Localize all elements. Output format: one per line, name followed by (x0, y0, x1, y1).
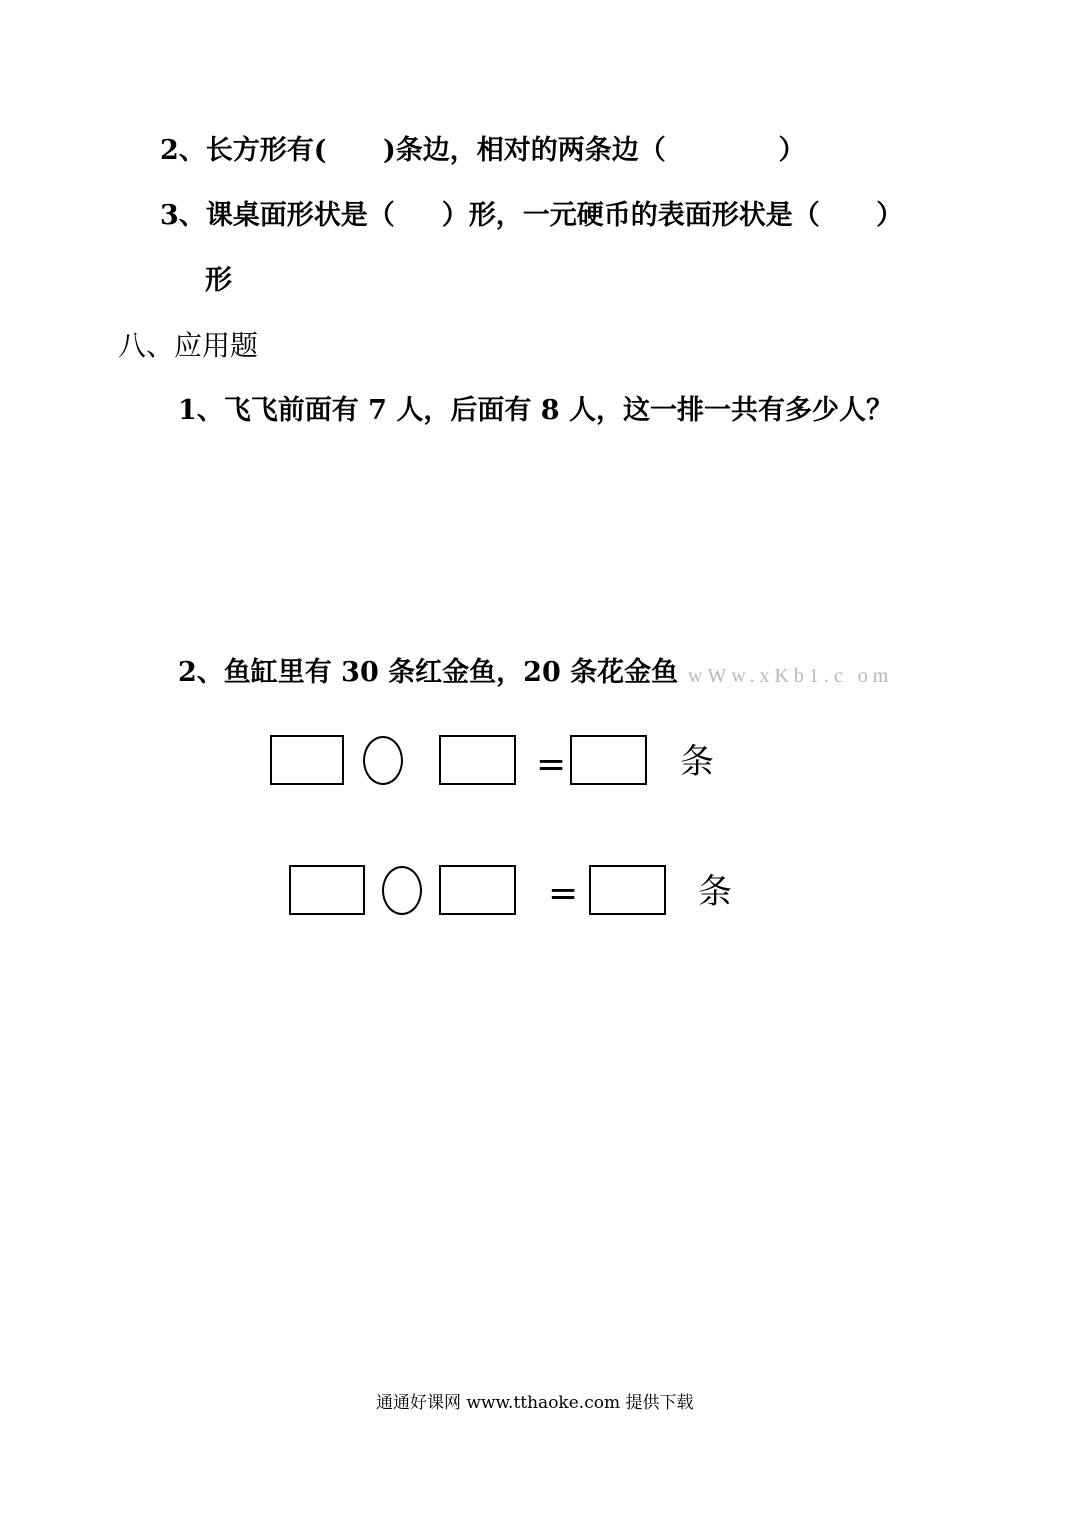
question-2: 2、长方形有( )条边，相对的两条边（ ） (160, 135, 806, 166)
answer-box[interactable] (589, 865, 666, 915)
unit-label: 条 (698, 872, 732, 912)
answer-box[interactable] (570, 735, 647, 785)
unit-label: 条 (680, 742, 714, 782)
operator-circle[interactable] (363, 736, 403, 785)
answer-box[interactable] (289, 865, 365, 915)
problem-2: 2、鱼缸里有 30 条红金鱼，20 条花金鱼 (178, 657, 679, 688)
equals-sign: = (536, 744, 567, 785)
footer-credit: 通通好课网 www.tthaoke.com 提供下载 (376, 1393, 694, 1413)
answer-box[interactable] (439, 865, 516, 915)
problem-1: 1、飞飞前面有 7 人，后面有 8 人，这一排一共有多少人？ (178, 395, 893, 426)
question-3-line-1: 3、课桌面形状是（ ）形，一元硬币的表面形状是（ ） (160, 200, 904, 231)
answer-box[interactable] (270, 735, 344, 785)
question-3-line-2: 形 (205, 265, 232, 296)
section-8-title: 八、应用题 (118, 329, 259, 362)
equals-sign: = (548, 873, 579, 914)
operator-circle[interactable] (382, 866, 422, 915)
watermark: wWw.xKb1.c om (688, 665, 894, 687)
answer-box[interactable] (439, 735, 516, 785)
